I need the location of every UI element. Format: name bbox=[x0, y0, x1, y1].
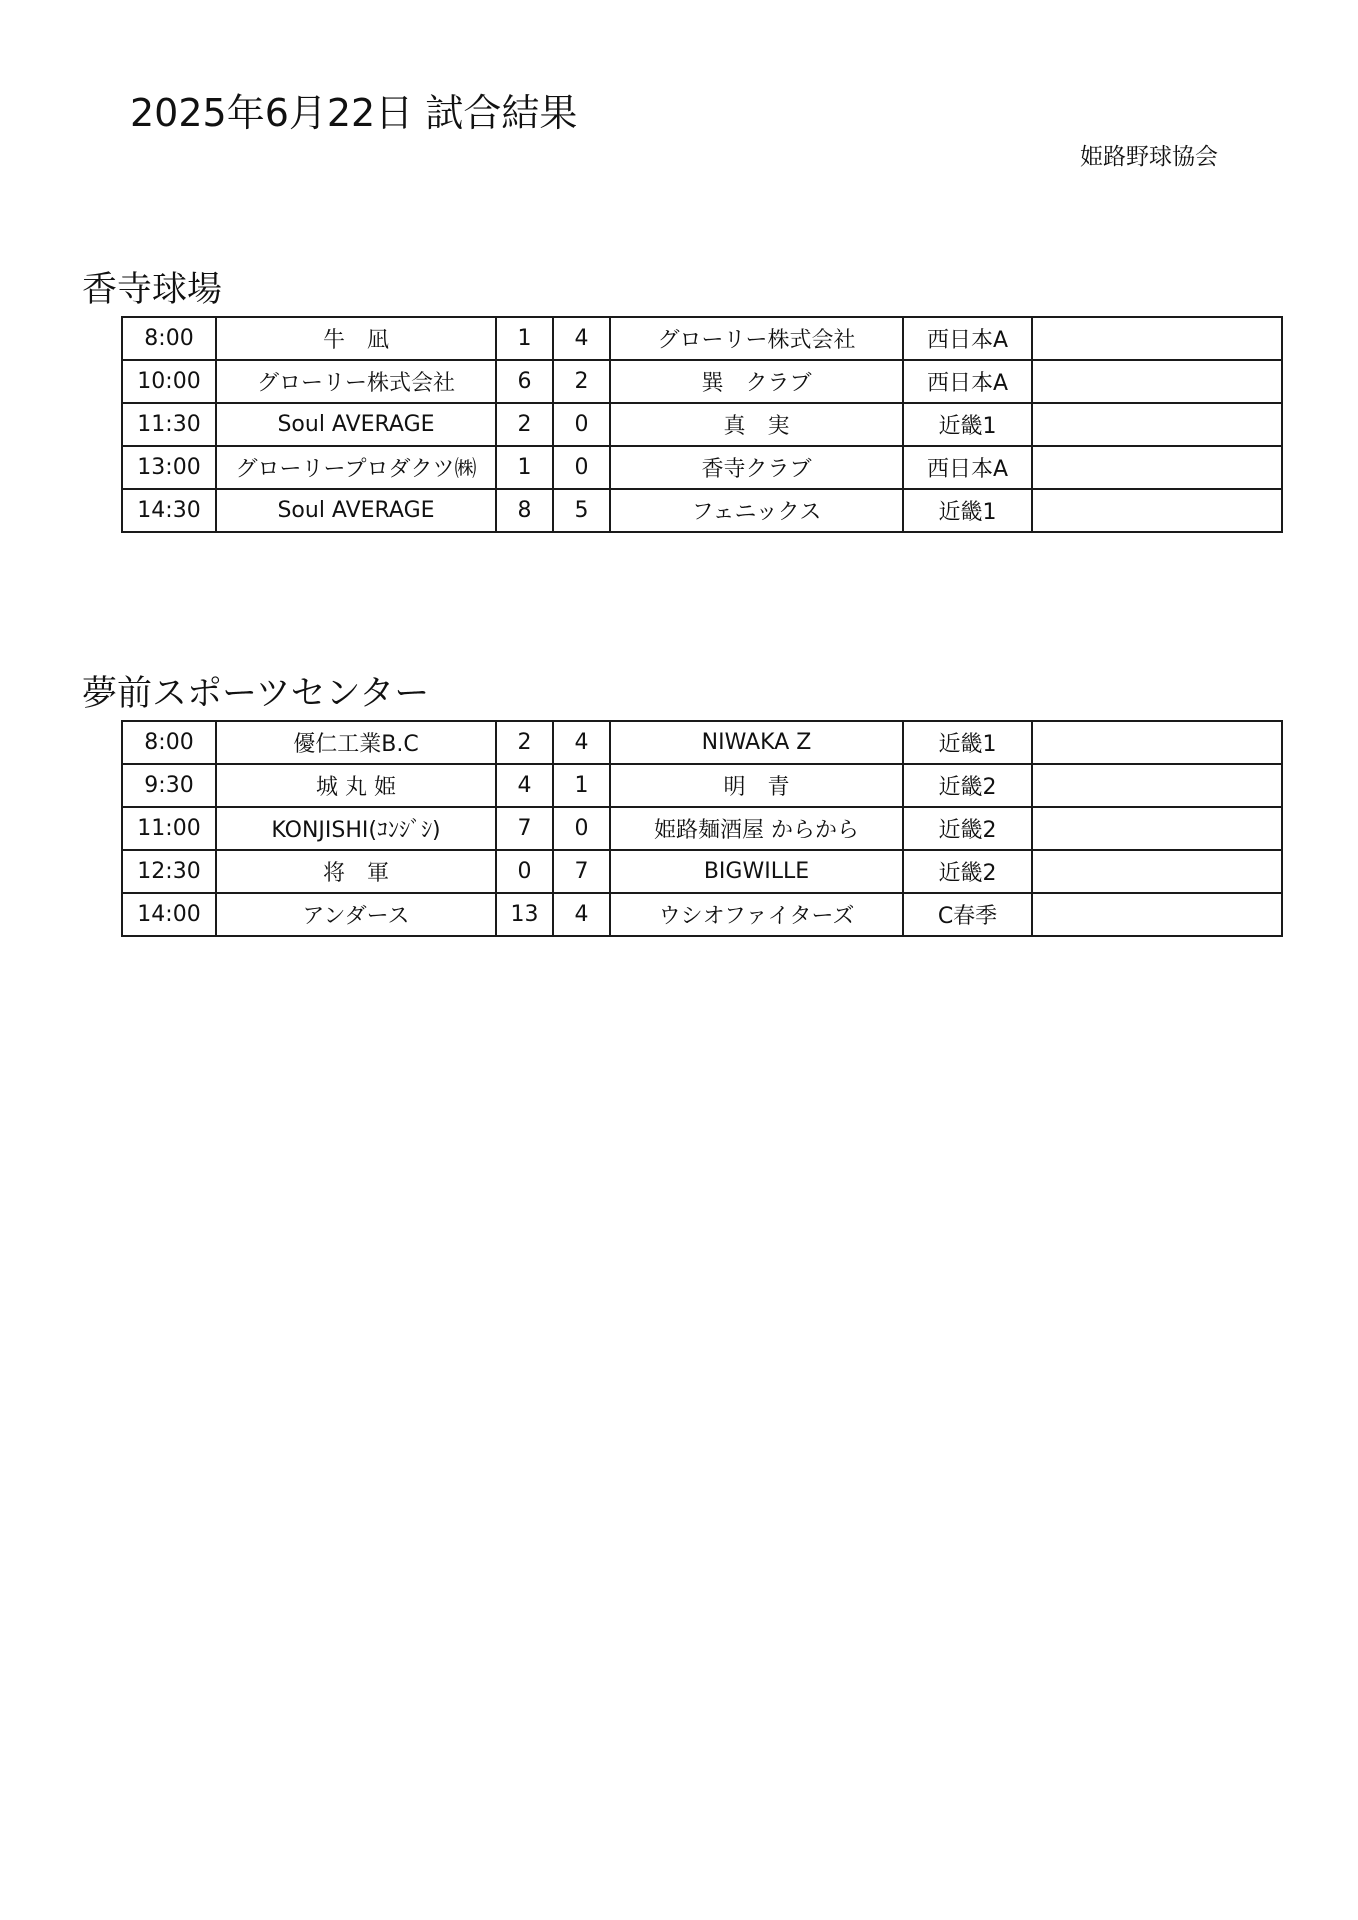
division: 西日本A bbox=[903, 446, 1032, 489]
game-time: 12:30 bbox=[122, 850, 216, 893]
table-row bbox=[122, 893, 1282, 936]
venue-title-kodera: 香寺球場 bbox=[82, 270, 223, 310]
home-score: 8 bbox=[496, 489, 553, 532]
away-team: グローリー株式会社 bbox=[610, 317, 903, 360]
away-score: 0 bbox=[553, 807, 610, 850]
away-score: 7 bbox=[553, 850, 610, 893]
note-cell bbox=[1032, 317, 1282, 360]
division: 近畿2 bbox=[903, 764, 1032, 807]
away-team: フェニックス bbox=[610, 489, 903, 532]
table-row bbox=[122, 403, 1282, 446]
home-score: 1 bbox=[496, 446, 553, 489]
note-cell bbox=[1032, 807, 1282, 850]
away-team: 姫路麺酒屋 からから bbox=[610, 807, 903, 850]
home-team: グローリー株式会社 bbox=[216, 360, 496, 403]
away-team: 巽 クラブ bbox=[610, 360, 903, 403]
division: 西日本A bbox=[903, 360, 1032, 403]
table-row bbox=[122, 446, 1282, 489]
game-time: 14:30 bbox=[122, 489, 216, 532]
game-time: 10:00 bbox=[122, 360, 216, 403]
home-team: Soul AVERAGE bbox=[216, 489, 496, 532]
note-cell bbox=[1032, 850, 1282, 893]
organization-name: 姫路野球協会 bbox=[1080, 144, 1218, 170]
note-cell bbox=[1032, 764, 1282, 807]
division: C春季 bbox=[903, 893, 1032, 936]
note-cell bbox=[1032, 489, 1282, 532]
home-team: 城 丸 姫 bbox=[216, 764, 496, 807]
division: 近畿2 bbox=[903, 807, 1032, 850]
away-score: 0 bbox=[553, 446, 610, 489]
away-score: 4 bbox=[553, 317, 610, 360]
table-row bbox=[122, 764, 1282, 807]
note-cell bbox=[1032, 893, 1282, 936]
away-score: 4 bbox=[553, 893, 610, 936]
results-table-yumesaki bbox=[121, 720, 1283, 937]
home-team: グローリープロダクツ㈱ bbox=[216, 446, 496, 489]
away-score: 1 bbox=[553, 764, 610, 807]
game-time: 9:30 bbox=[122, 764, 216, 807]
away-score: 0 bbox=[553, 403, 610, 446]
away-team: BIGWILLE bbox=[610, 850, 903, 893]
note-cell bbox=[1032, 446, 1282, 489]
home-team: 将 軍 bbox=[216, 850, 496, 893]
away-score: 2 bbox=[553, 360, 610, 403]
home-score: 2 bbox=[496, 721, 553, 764]
note-cell bbox=[1032, 403, 1282, 446]
table-row bbox=[122, 807, 1282, 850]
table-row bbox=[122, 489, 1282, 532]
division: 近畿1 bbox=[903, 721, 1032, 764]
table-row bbox=[122, 317, 1282, 360]
home-score: 6 bbox=[496, 360, 553, 403]
home-team: アンダース bbox=[216, 893, 496, 936]
home-team: 優仁工業B.C bbox=[216, 721, 496, 764]
away-team: 真 実 bbox=[610, 403, 903, 446]
note-cell bbox=[1032, 721, 1282, 764]
table-row bbox=[122, 850, 1282, 893]
home-score: 2 bbox=[496, 403, 553, 446]
table-row bbox=[122, 721, 1282, 764]
table-row bbox=[122, 360, 1282, 403]
note-cell bbox=[1032, 360, 1282, 403]
venue-title-yumesaki: 夢前スポーツセンター bbox=[82, 674, 430, 714]
home-score: 4 bbox=[496, 764, 553, 807]
away-team: 香寺クラブ bbox=[610, 446, 903, 489]
game-time: 11:00 bbox=[122, 807, 216, 850]
home-team: Soul AVERAGE bbox=[216, 403, 496, 446]
away-team: NIWAKA Z bbox=[610, 721, 903, 764]
home-team: KONJISHI(ｺﾝｼﾞｼ) bbox=[216, 807, 496, 850]
page-title: 2025年6月22日 試合結果 bbox=[130, 91, 578, 135]
home-score: 0 bbox=[496, 850, 553, 893]
home-score: 7 bbox=[496, 807, 553, 850]
game-time: 14:00 bbox=[122, 893, 216, 936]
division: 近畿2 bbox=[903, 850, 1032, 893]
division: 西日本A bbox=[903, 317, 1032, 360]
away-score: 5 bbox=[553, 489, 610, 532]
game-time: 11:30 bbox=[122, 403, 216, 446]
home-score: 13 bbox=[496, 893, 553, 936]
away-team: ウシオファイターズ bbox=[610, 893, 903, 936]
game-time: 13:00 bbox=[122, 446, 216, 489]
division: 近畿1 bbox=[903, 489, 1032, 532]
home-team: 牛 凪 bbox=[216, 317, 496, 360]
home-score: 1 bbox=[496, 317, 553, 360]
game-time: 8:00 bbox=[122, 317, 216, 360]
away-score: 4 bbox=[553, 721, 610, 764]
game-time: 8:00 bbox=[122, 721, 216, 764]
away-team: 明 青 bbox=[610, 764, 903, 807]
results-table-kodera bbox=[121, 316, 1283, 533]
division: 近畿1 bbox=[903, 403, 1032, 446]
